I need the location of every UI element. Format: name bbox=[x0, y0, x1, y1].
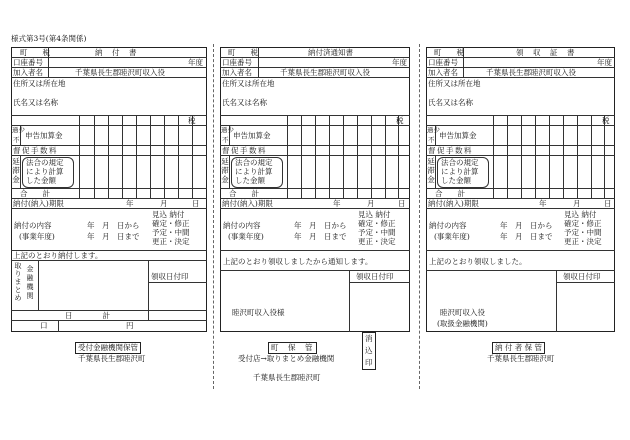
account-label: 口座番号 bbox=[428, 58, 458, 67]
statute-line-3: した金額 bbox=[26, 176, 56, 185]
delinquency-label: 延滞金 bbox=[427, 157, 435, 184]
type-line-4: 更正・決定 bbox=[152, 237, 190, 246]
town-name: 千葉県長生郡睦沢町 bbox=[253, 373, 321, 382]
route-text: 受付店→取りまとめ金融機関 bbox=[238, 354, 335, 363]
fee-label: 督促手数料 bbox=[13, 146, 58, 155]
delinquency-label: 延滞金 bbox=[221, 157, 229, 184]
separator-2 bbox=[419, 44, 420, 389]
content-label: 納付の内容 bbox=[223, 221, 261, 230]
type-line-3: 予定・中間 bbox=[564, 228, 602, 237]
separator-1 bbox=[213, 44, 214, 389]
content-label: 納付の内容 bbox=[14, 221, 52, 230]
subscriber-label: 加入者名 bbox=[428, 68, 458, 77]
subscriber-label: 加入者名 bbox=[222, 68, 252, 77]
fee-label: 督促手数料 bbox=[428, 146, 473, 155]
statute-line-2: により計算 bbox=[441, 167, 479, 176]
period-from: 年 月 日から bbox=[500, 221, 553, 230]
address-label: 住所又は所在地 bbox=[222, 79, 275, 88]
total-label: 合 計 bbox=[20, 189, 50, 198]
collecting-label: 取りまとめ bbox=[14, 262, 22, 302]
tax-label: 町 税 bbox=[228, 48, 258, 57]
statute-line-3: した金額 bbox=[235, 176, 265, 185]
subscriber-label: 加入者名 bbox=[13, 68, 43, 77]
statute-line-1: 法合の規定 bbox=[26, 158, 64, 167]
deadline-label: 納付(納入)期限 bbox=[222, 199, 273, 208]
keeper-label: 納 付 者 保 管 bbox=[492, 342, 545, 354]
account-label: 口座番号 bbox=[13, 58, 43, 67]
tax-short-label: 税 bbox=[188, 116, 196, 125]
fee-label: 督促手数料 bbox=[222, 146, 267, 155]
name-label: 氏名又は名称 bbox=[428, 98, 473, 107]
period-to: 年 月 日まで bbox=[294, 232, 347, 241]
deadline-label: 納付(納入)期限 bbox=[428, 199, 479, 208]
fu-label: 不 bbox=[13, 136, 20, 144]
fiscal-year-label: 年度 bbox=[392, 58, 407, 67]
statute-line-2: により計算 bbox=[235, 167, 273, 176]
name-label: 氏名又は名称 bbox=[13, 98, 58, 107]
town-name: 千葉県長生郡睦沢町 bbox=[487, 354, 555, 363]
tax-short-label: 税 bbox=[396, 116, 404, 125]
day-total-label: 日 計 bbox=[65, 311, 110, 320]
yen-unit: 円 bbox=[126, 321, 134, 330]
subscriber-name: 千葉県長生郡睦沢町収入役 bbox=[486, 68, 576, 77]
fu-label: 不 bbox=[222, 136, 229, 144]
penalty-label: 申告加算金 bbox=[439, 131, 477, 140]
tax-label: 町 税 bbox=[20, 48, 50, 57]
receipt-stamp-label: 領収日付印 bbox=[563, 272, 601, 281]
slip-title: 納 付 書 bbox=[95, 48, 138, 57]
deadline-label: 納付(納入)期限 bbox=[13, 199, 64, 208]
fiscal-year-label: 年度 bbox=[188, 58, 203, 67]
subscriber-name: 千葉県長生郡睦沢町収入役 bbox=[280, 68, 370, 77]
deadline-month: 月 bbox=[367, 199, 375, 208]
clearing-stamp-char-1: 消 bbox=[365, 334, 373, 343]
clearing-stamp-char-3: 印 bbox=[365, 358, 373, 367]
bank-label: (取扱金融機関) bbox=[437, 319, 488, 328]
kago-label: 過少 bbox=[427, 126, 440, 134]
type-line-3: 予定・中間 bbox=[358, 228, 396, 237]
period-from: 年 月 日から bbox=[87, 221, 140, 230]
type-line-2: 確定・修正 bbox=[564, 219, 602, 228]
deadline-month: 月 bbox=[160, 199, 168, 208]
form-number: 様式第3号(第4条関係) bbox=[11, 34, 87, 43]
deadline-year: 年 bbox=[539, 199, 547, 208]
keeper-label: 町 保 管 bbox=[268, 342, 317, 354]
count-unit: 口 bbox=[40, 321, 48, 330]
fiscal-year-paren: (事業年度) bbox=[228, 232, 264, 241]
tax-label: 町 税 bbox=[434, 48, 464, 57]
footer-statement: 上記のとおり納付します。 bbox=[13, 251, 103, 260]
statute-line-2: により計算 bbox=[26, 167, 64, 176]
receipt-stamp-label: 領収日付印 bbox=[356, 272, 394, 281]
receipt-stamp-label: 領収日付印 bbox=[151, 272, 189, 281]
delinquency-label: 延滞金 bbox=[12, 157, 20, 184]
fu-label: 不 bbox=[428, 136, 435, 144]
statute-line-3: した金額 bbox=[441, 176, 471, 185]
total-label: 合 計 bbox=[229, 189, 259, 198]
town-name: 千葉県長生郡睦沢町 bbox=[78, 354, 146, 363]
deadline-day: 日 bbox=[192, 199, 200, 208]
period-to: 年 月 日まで bbox=[500, 232, 553, 241]
statute-line-1: 法合の規定 bbox=[235, 158, 273, 167]
statute-line-1: 法合の規定 bbox=[441, 158, 479, 167]
period-from: 年 月 日から bbox=[294, 221, 347, 230]
account-label: 口座番号 bbox=[222, 58, 252, 67]
type-line-4: 更正・決定 bbox=[564, 237, 602, 246]
kago-label: 過少 bbox=[12, 126, 25, 134]
deadline-month: 月 bbox=[573, 199, 581, 208]
footer-statement: 上記のとおり領収しましたから通知します。 bbox=[223, 257, 373, 266]
subscriber-name: 千葉県長生郡睦沢町収入役 bbox=[75, 68, 165, 77]
bank-label: 金融機関 bbox=[26, 265, 34, 300]
address-label: 住所又は所在地 bbox=[428, 79, 481, 88]
footer-statement: 上記のとおり領収しました。 bbox=[429, 257, 527, 266]
treasurer-label: 睦沢町収入役 bbox=[440, 308, 485, 317]
type-line-4: 更正・決定 bbox=[358, 237, 396, 246]
deadline-day: 日 bbox=[604, 199, 612, 208]
type-line-2: 確定・修正 bbox=[152, 219, 190, 228]
type-line-1: 見込 納付 bbox=[564, 210, 597, 219]
type-line-2: 確定・修正 bbox=[358, 219, 396, 228]
kago-label: 過少 bbox=[221, 126, 234, 134]
address-label: 住所又は所在地 bbox=[13, 79, 66, 88]
penalty-label: 申告加算金 bbox=[25, 131, 63, 140]
fiscal-year-paren: (事業年度) bbox=[19, 232, 55, 241]
type-line-1: 見込 納付 bbox=[358, 210, 391, 219]
type-line-1: 見込 納付 bbox=[152, 210, 185, 219]
name-label: 氏名又は名称 bbox=[222, 98, 267, 107]
penalty-label: 申告加算金 bbox=[233, 131, 271, 140]
deadline-day: 日 bbox=[398, 199, 406, 208]
notice-title: 納付済通知書 bbox=[308, 48, 353, 57]
treasurer-label: 睦沢町収入役様 bbox=[232, 308, 285, 317]
keeper-label: 受付金融機関保管 bbox=[75, 342, 141, 354]
fiscal-year-paren: (事業年度) bbox=[434, 232, 470, 241]
total-label: 合 計 bbox=[435, 189, 465, 198]
type-line-3: 予定・中間 bbox=[152, 228, 190, 237]
deadline-year: 年 bbox=[333, 199, 341, 208]
content-label: 納付の内容 bbox=[429, 221, 467, 230]
period-to: 年 月 日まで bbox=[87, 232, 140, 241]
clearing-stamp-char-2: 込 bbox=[365, 346, 373, 355]
fiscal-year-label: 年度 bbox=[597, 58, 612, 67]
deadline-year: 年 bbox=[126, 199, 134, 208]
tax-short-label: 税 bbox=[602, 116, 610, 125]
receipt-title: 領 収 証 書 bbox=[516, 48, 576, 57]
